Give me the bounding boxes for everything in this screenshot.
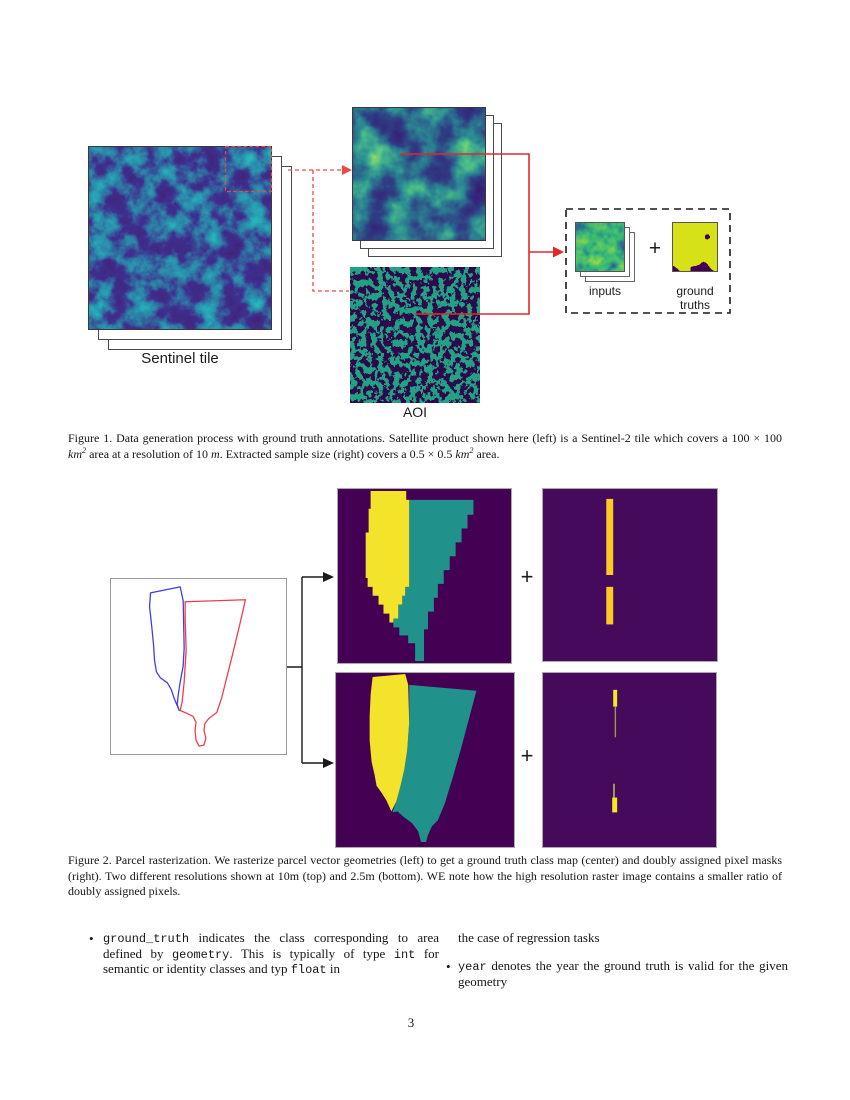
bullet-marker-1: • — [89, 931, 94, 946]
raster-classmap-2-5m-art — [336, 673, 514, 847]
parcel-vector-geometries — [111, 579, 286, 754]
plus-sign-figure1: + — [648, 237, 662, 260]
plus-sign-figure2-bottom: + — [520, 743, 534, 768]
inputs-label: inputs — [588, 284, 622, 298]
mask-10m-art — [543, 489, 717, 661]
parcel-outline-red — [180, 600, 245, 746]
mask-2-5m — [542, 672, 717, 848]
parcel-vector-box — [110, 578, 287, 755]
plus-sign-figure2-top: + — [520, 564, 534, 589]
aoi-label: AOI — [402, 404, 428, 420]
ground-truths-image — [672, 222, 718, 272]
raster-classmap-10m-art — [338, 489, 511, 663]
parcel-outline-blue — [150, 587, 185, 711]
figure1-caption: Figure 1. Data generation process with ground truth annotations. Satellite product shown here (left) is a Sentinel-2 tile which covers a 100 × 100 $km^2$ area at a resolution of 10 m. Extracted sample size (right) covers a 0.5 × 0.5 $km^2$ area. — [68, 431, 782, 461]
sentinel-tile-texture — [89, 147, 272, 330]
red-arrowhead-samples-box — [553, 247, 564, 258]
raster-classmap-2-5m — [335, 672, 515, 848]
mask-10m — [542, 488, 718, 662]
body-bullet-continuation: the case of regression tasks — [458, 930, 600, 945]
aoi-image — [350, 267, 480, 403]
sentinel-tile-label: Sentinel tile — [141, 350, 219, 367]
ground-truths-label: ground truths — [676, 284, 714, 312]
inputs-texture — [576, 223, 625, 272]
body-bullet-ground-truth: ground_truth indicates the class corresponding to area defined by geometry. This is typically of type int for semantic or identity classes and typ float in — [103, 930, 439, 977]
inputs-image — [575, 222, 625, 272]
bullet-marker-2: • — [446, 959, 451, 974]
dashed-arrowhead-sample — [342, 165, 352, 175]
body-bullet-year: year denotes the year the ground truth is valid for the given geometry — [458, 958, 788, 989]
ground-truths-texture — [673, 223, 718, 272]
raster-classmap-10m — [337, 488, 512, 664]
aoi-texture — [350, 267, 480, 403]
mask-2-5m-art — [543, 673, 716, 847]
figure2-caption: Figure 2. Parcel rasterization. We rasterize parcel vector geometries (left) to get a ground truth class map (center) and doubly assigned pixel masks (right). Two different resolutions shown at 10m (top) and 2.5m (bottom). WE note how the high resolution raster image contains a smaller ratio of doubly assigned pixels. — [68, 853, 782, 898]
dashed-line-to-aoi — [313, 170, 349, 291]
zoomed-sample-texture — [353, 108, 486, 241]
zoomed-sample-image — [352, 107, 486, 241]
sentinel-tile-image — [88, 146, 272, 330]
page-number: 3 — [407, 1015, 415, 1030]
fork-arrowhead-bottom — [323, 758, 334, 768]
fork-arrowhead-top — [323, 572, 334, 582]
rasterize-fork-bracket — [287, 577, 325, 763]
